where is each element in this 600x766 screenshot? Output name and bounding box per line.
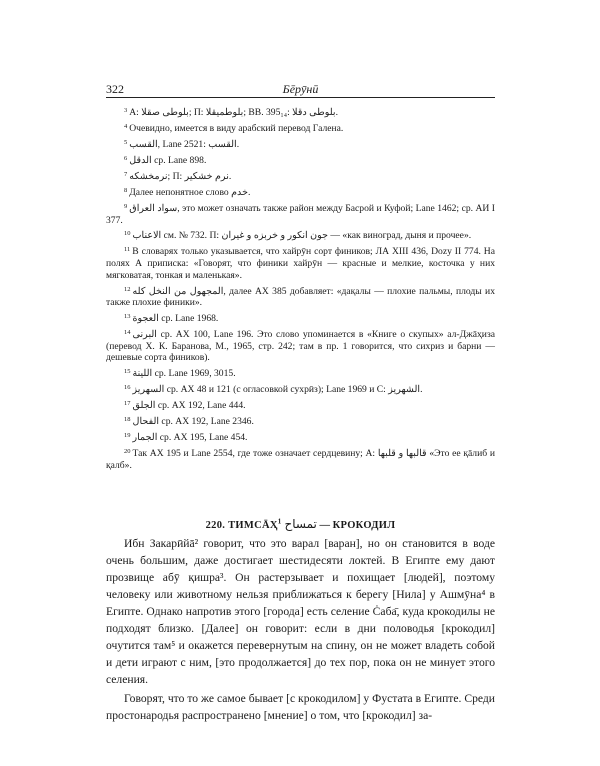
page-number: 322 (106, 82, 124, 96)
section-number: 220. (205, 520, 226, 531)
footnote-number: 8 (124, 186, 128, 194)
footnote-text: المجهول من النخل كله, далее АХ 385 добавляет: «дақалы — плохие пальмы, плоды их также плохие финики». (106, 285, 495, 309)
footnote-number: 7 (124, 170, 128, 178)
footnote-number: 9 (124, 202, 128, 210)
section-heading (106, 517, 495, 531)
footnotes (106, 105, 495, 506)
footnote-text: القسب, Lane 2521: القسب. (129, 138, 240, 150)
section-title: ТИМСĀҲ (228, 520, 278, 531)
footnote (106, 414, 495, 428)
footnote-text: الاعناب см. № 732. П: جون انكور و خربزه و غيران — «как виноград, дыня и прочее». (132, 230, 472, 242)
footnote-text: اللينة ср. Lane 1969, 3015. (132, 368, 236, 380)
footnote-text: A: بلوطى صقلا; П: بلوطميقلا; ВВ. 395₁₄: بلوطى دقلا. (129, 107, 338, 118)
footnote-number: 12 (124, 285, 131, 293)
footnote-number: 14 (124, 329, 131, 337)
footnote (106, 327, 495, 364)
footnote (106, 446, 495, 471)
footnote (106, 153, 495, 167)
footnote (106, 137, 495, 151)
footnote (106, 366, 495, 380)
section-translation: — КРОКОДИЛ (319, 520, 396, 531)
footnote-number: 13 (124, 313, 131, 321)
footnote (106, 185, 495, 199)
footnote (106, 121, 495, 135)
footnote (106, 474, 495, 488)
footnote (106, 490, 495, 504)
footnote-text: البرنى ср. АХ 100, Lane 196. Это слово упоминается в «Книге о скупых» ал-Джāҳиза (перевод Х. К. Баранова, М., 1965, стр. 242; там в пр. 1 говорится, что сихриз и барни — дешевые сорта фиников). (106, 329, 495, 364)
footnote-text: الفحال ср. АХ 192, Lane 2346. (132, 416, 254, 428)
footnote-number: 15 (124, 368, 131, 376)
footnote-number: 6 (124, 154, 128, 162)
footnote (106, 169, 495, 183)
footnote (106, 398, 495, 412)
section-arabic: تمساح (284, 517, 317, 531)
page-header (106, 82, 495, 96)
paragraph: Ибн Закарӣйā² говорит, что это варал [варан], но он становится в воде очень большим, даже достигает шестидесяти локтей. В Египте ему дают прозвище абӯ қишра³. Он растерзывает и похищает [людей], поэтому человеку или животному нельзя приближаться к берегу [Нила] у Ашмӯна⁴ в Египте. Однако напротив этого [города] есть селение Ċаба̄, куда крокодилы не подходят близко. [Далее] он говорит: если в дни половодья [крокодил] очутится там⁵ и окажется перевернутым на спину, он не может владеть собой и дети играют с ним, [это продолжается] до тех пор, пока он не минует этого селения. (106, 537, 495, 686)
running-head: Бēрӯнӣ (282, 82, 319, 96)
footnote-text: الدقل ср. Lane 898. (129, 154, 207, 166)
footnote-text: Далее непонятное слово خدم. (129, 186, 251, 198)
footnote-text: الجلق ср. АХ 192, Lane 444. (132, 400, 246, 412)
section-title-footnote-ref: 1 (277, 517, 282, 526)
footnote (106, 284, 495, 309)
footnote (106, 382, 495, 396)
footnote-number: 19 (124, 432, 131, 440)
footnote-text: Очевидно, имеется в виду арабский перевод Галена. (129, 122, 344, 134)
footnote-text: نرمخشكه; П: نرم خشكير. (129, 170, 232, 182)
footnote-text: العجوة ср. Lane 1968. (132, 313, 219, 325)
footnote-number: 5 (124, 138, 128, 146)
footnote-number: 20 (124, 448, 131, 456)
footnote-number: 3 (124, 107, 128, 114)
footnote-text: الجمار ср. АХ 195, Lane 454. (132, 432, 248, 444)
footnote-number: 18 (124, 416, 131, 424)
footnote (106, 228, 495, 242)
footnote-number: 11 (124, 246, 131, 254)
footnote (106, 244, 495, 281)
footnote (106, 201, 495, 226)
footnote-text: السهريز ср. АХ 48 и 121 (с огласовкой сухрӣз); Lane 1969 и С: الشهريز. (132, 384, 423, 396)
footnote (106, 105, 495, 119)
footnote-number: 17 (124, 400, 131, 408)
header-rule (106, 97, 495, 98)
paragraph: Говорят, что то же самое бывает [с крокодилом] у Фустата в Египте. Среди простонародья распространено [мнение] о том, что [крокодил] за- (106, 692, 495, 722)
footnote (106, 430, 495, 444)
footnote (106, 311, 495, 325)
footnote-number: 16 (124, 384, 131, 392)
footnote-text: В словарях только указывается, что хайрӯн сорт фиников; ЛА XIII 436, Dozy II 774. На полях А приписка: «Говорят, что финики хайрӯн — красные и мелкие, косточка у них мягковатая, тонкая и маленькая». (106, 246, 495, 281)
footnote-number: 4 (124, 122, 128, 130)
footnote-text: Так АХ 195 и Lane 2554, где тоже означает сердцевину; А: قالبها و قلبها «Это ее қāлиб и қалб». (106, 448, 495, 471)
footnote-number: 10 (124, 230, 131, 238)
main-text (106, 535, 495, 724)
footnote-text: سواد العراق, это может означать также район между Басрой и Куфой; Lane 1462; ср. АИ I 377. (106, 202, 496, 226)
